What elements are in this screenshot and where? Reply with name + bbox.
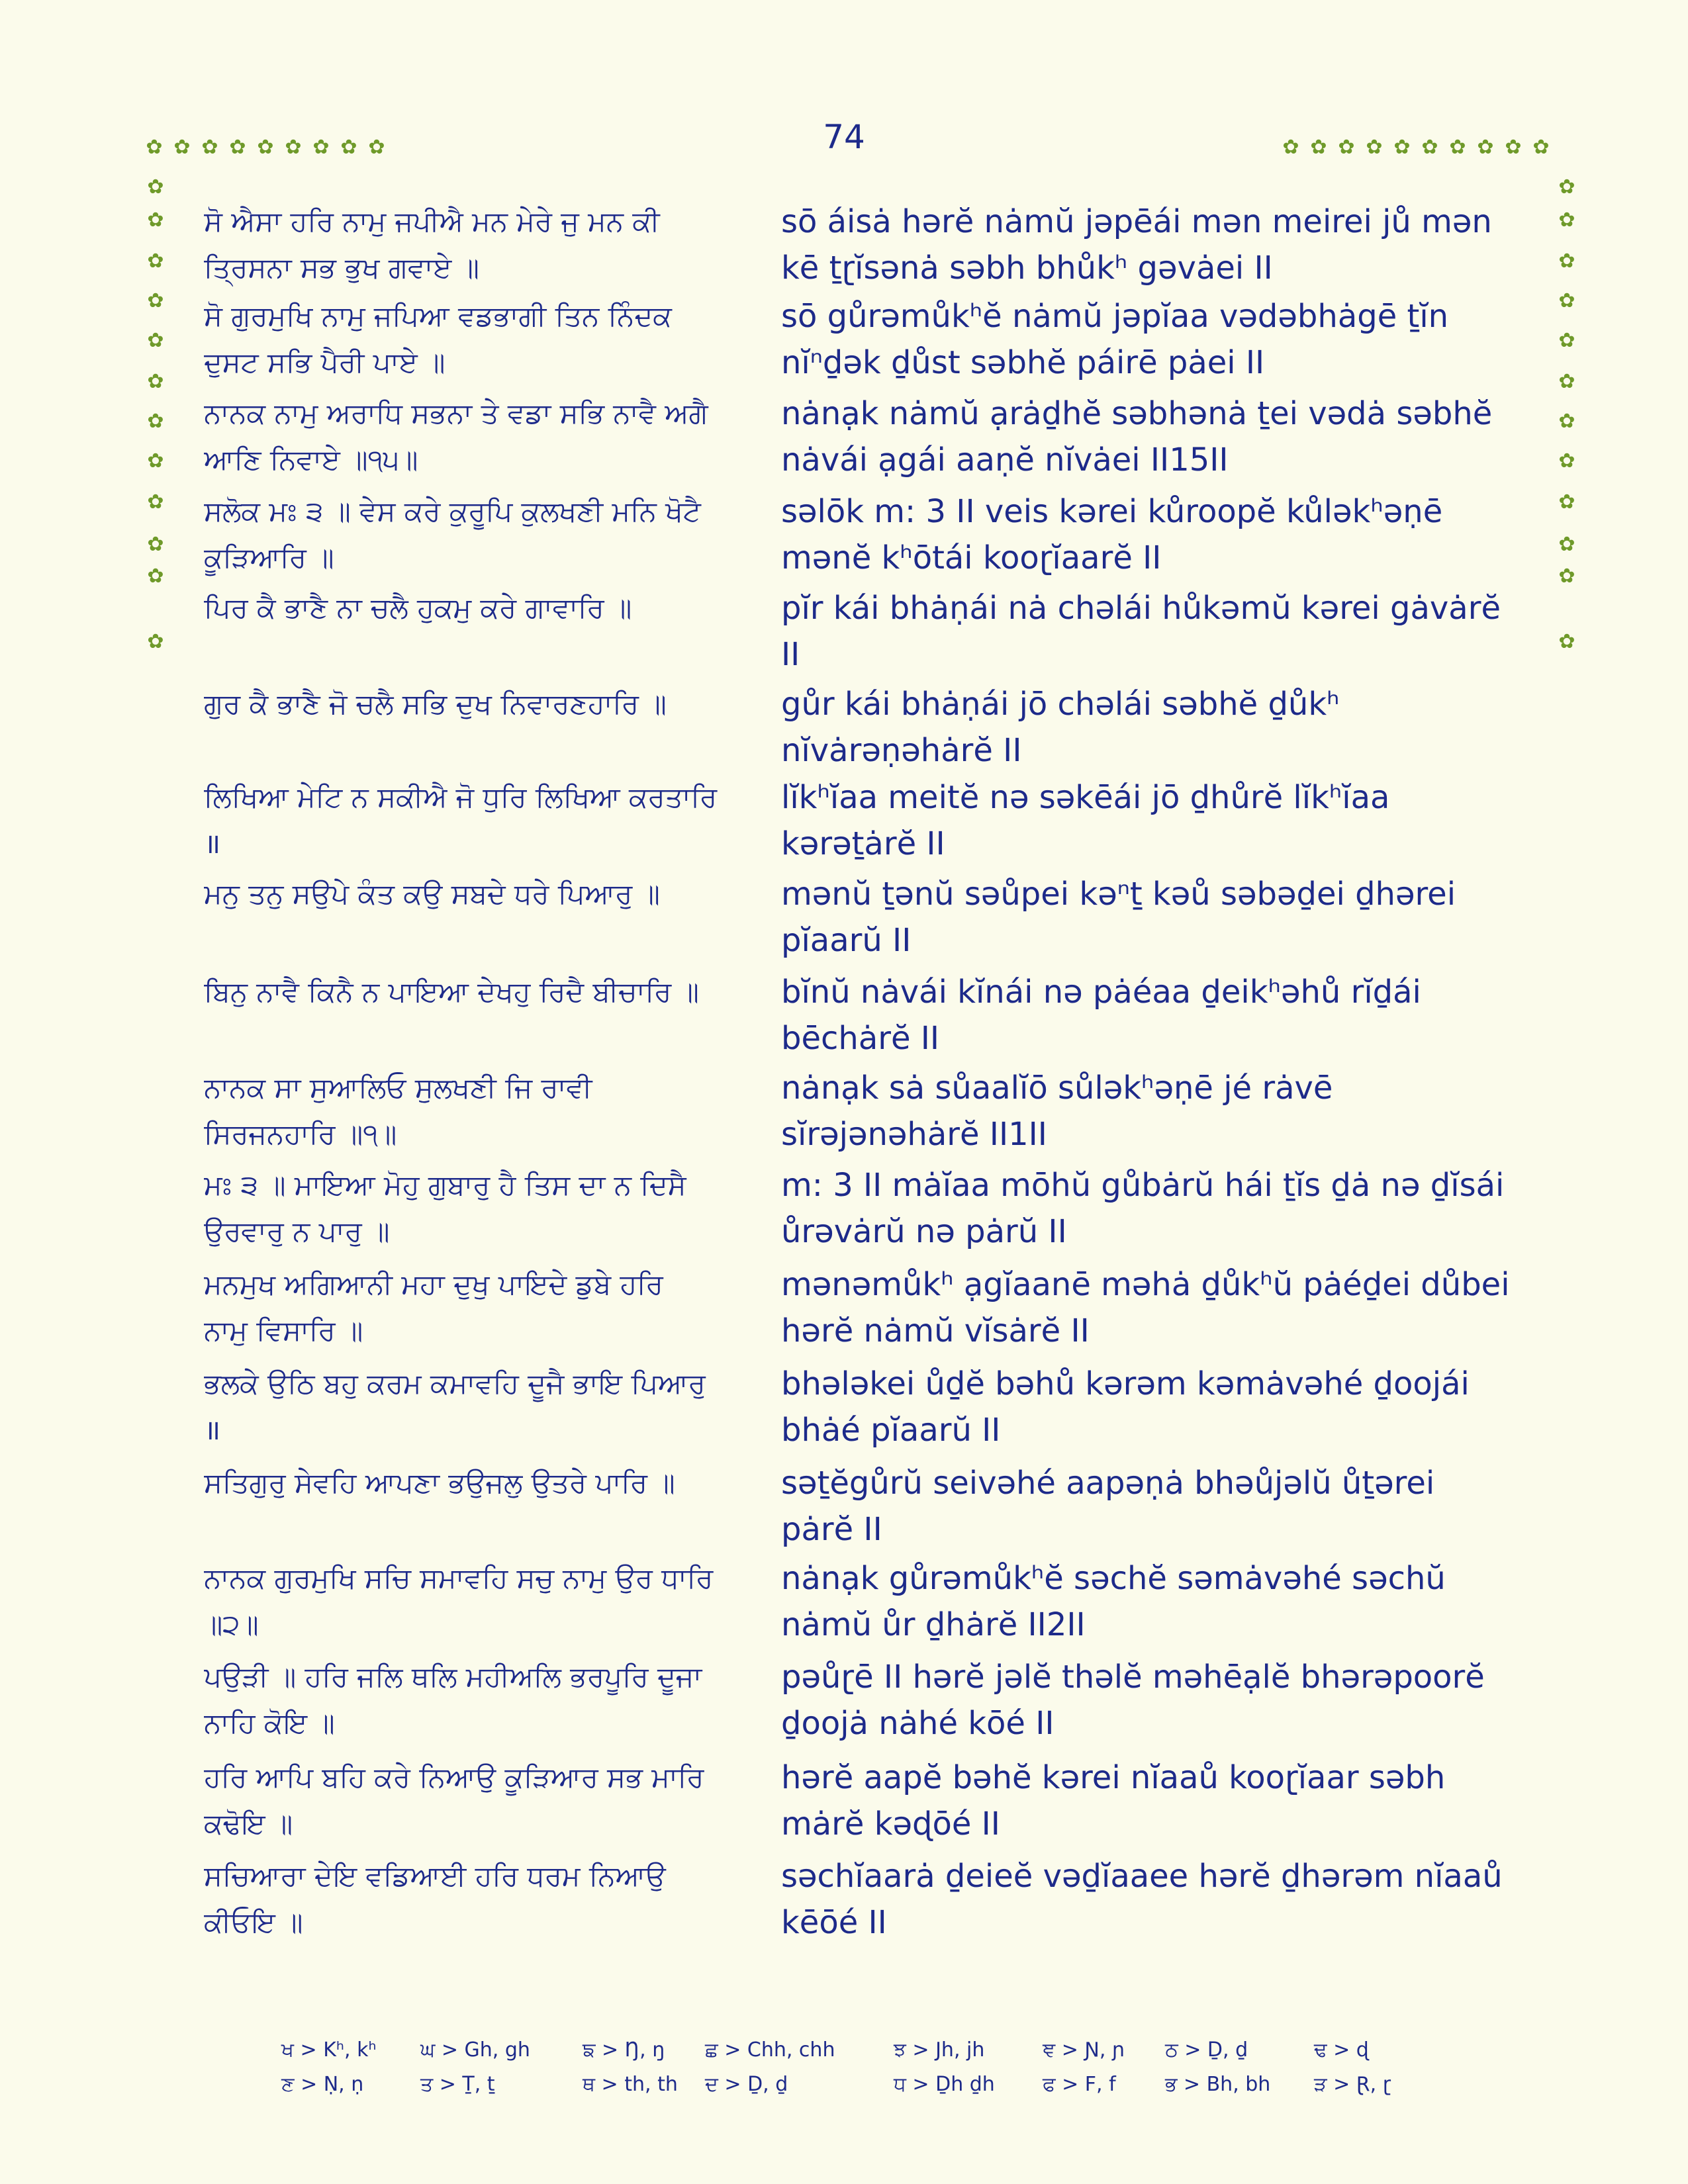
transliteration-line: sō gůrəmůkʰĕ nȧmŭ jəpĭaa vədəbhȧgē ṯĭn xyxy=(781,298,1449,335)
transliteration-line: bēchȧrĕ II xyxy=(781,1020,940,1057)
transliteration-line: nȧnạk sȧ sůaalĭō sůləkʰəṇē jé rȧvē xyxy=(781,1069,1333,1107)
transliteration-text xyxy=(781,585,1526,678)
gurmukhi-line: ਲਿਖਿਆ ਮੇਟਿ ਨ ਸਕੀਐ ਜੋ ਧੁਰਿ ਲਿਖਿਆ ਕਰਤਾਰਿ xyxy=(204,781,718,813)
transliteration-line: səṯĕgůrŭ seivəhé aapəṇȧ bhəůjəlŭ ůṯərei xyxy=(781,1465,1435,1502)
transliteration-line: hərĕ nȧmŭ vĭsȧrĕ II xyxy=(781,1312,1090,1349)
transliteration-line: II xyxy=(781,636,800,673)
gurmukhi-text xyxy=(204,488,753,581)
flower-icon: ✿ xyxy=(147,630,164,653)
legend-item: ਥ > th, th xyxy=(583,2073,678,2096)
flower-icon: ✿ xyxy=(1558,370,1575,393)
gurmukhi-line: ਕੀਓਇ ॥ xyxy=(204,1906,303,1938)
flower-icon: ✿ xyxy=(340,136,357,159)
gurmukhi-text xyxy=(204,390,753,483)
legend-item: ਢ > ɖ xyxy=(1314,2038,1369,2062)
gurmukhi-text xyxy=(204,1361,753,1453)
flower-icon: ✿ xyxy=(1558,250,1575,273)
transliteration-line: mənəmůkʰ ạgĭaanē məhȧ ḏůkʰŭ pȧéḏei důbei xyxy=(781,1266,1510,1303)
flower-icon: ✿ xyxy=(147,250,164,273)
flower-icon: ✿ xyxy=(1558,329,1575,352)
gurmukhi-line: ਨਾਮੁ ਵਿਸਾਰਿ ॥ xyxy=(204,1314,363,1347)
transliteration-line: pəůɽē II hərĕ jəlĕ thəlĕ məhēạlĕ bhərəpoorĕ xyxy=(781,1659,1485,1696)
gurmukhi-line: ਪਿਰ ਕੈ ਭਾਣੈ ਨਾ ਚਲੈ ਹੁਕਮੁ ਕਰੇ ਗਾਵਾਰਿ ॥ xyxy=(204,592,632,624)
gurmukhi-line: ਸਤਿਗੁਰੁ ਸੇਵਹਿ ਆਪਣਾ ਭਉਜਲੁ ਉਤਰੇ ਪਾਰਿ ॥ xyxy=(204,1467,675,1499)
transliteration-text xyxy=(781,293,1526,386)
transliteration-line: kərəṯȧrĕ II xyxy=(781,825,945,862)
flower-icon: ✿ xyxy=(285,136,302,159)
legend-item: ਦ > Ḏ, ḏ xyxy=(705,2073,788,2096)
transliteration-line: sĭrəjənəhȧrĕ II1II xyxy=(781,1116,1047,1153)
legend-item: ਤ > Ṯ, ṯ xyxy=(420,2073,495,2096)
gurmukhi-line: ਤ੍ਰਿਸਨਾ ਸਭ ਭੁਖ ਗਵਾਏ ॥ xyxy=(204,251,479,284)
flower-icon: ✿ xyxy=(147,533,164,556)
transliteration-line: ůrəvȧrŭ nə pȧrŭ II xyxy=(781,1213,1067,1250)
transliteration-line: hərĕ aapĕ bəhĕ kərei nĭaaů kooɽĭaar səbh xyxy=(781,1759,1446,1796)
gurmukhi-line: ਮਨੁ ਤਨੁ ਸਉਪੇ ਕੰਤ ਕਉ ਸਬਦੇ ਧਰੇ ਪਿਆਰੁ ॥ xyxy=(204,878,660,910)
flower-icon: ✿ xyxy=(147,370,164,393)
flower-icon: ✿ xyxy=(147,410,164,433)
transliteration-line: bhələkei ůḏĕ bəhů kərəm kəmȧvəhé ḏoojái xyxy=(781,1365,1470,1402)
flower-icon: ✿ xyxy=(229,136,246,159)
flower-icon: ✿ xyxy=(1393,136,1411,159)
transliteration-line: mənŭ ṯənŭ səůpei kəⁿṯ kəů səbəḏei ḏhərei xyxy=(781,876,1456,913)
gurmukhi-text xyxy=(204,1754,753,1847)
gurmukhi-text xyxy=(204,199,753,291)
gurmukhi-line: ਸੋ ਐਸਾ ਹਰਿ ਨਾਮੁ ਜਪੀਐ ਮਨ ਮੇਰੇ ਜੁ ਮਨ ਕੀ xyxy=(204,205,660,238)
legend-item: ਠ > Ḏ, ḏ xyxy=(1165,2038,1248,2062)
transliteration-text xyxy=(781,774,1526,867)
flower-icon: ✿ xyxy=(146,136,163,159)
flower-icon: ✿ xyxy=(147,565,164,588)
gurmukhi-line: ਨਾਨਕ ਗੁਰਮੁਖਿ ਸਚਿ ਸਮਾਵਹਿ ਸਚੁ ਨਾਮੁ ਉਰ ਧਾਰਿ xyxy=(204,1562,714,1594)
gurmukhi-text xyxy=(204,774,753,867)
transliteration-line: nĭvȧrəṇəhȧrĕ II xyxy=(781,732,1022,769)
transliteration-line: nȧmŭ ůr ḏhȧrĕ II2II xyxy=(781,1606,1086,1643)
transliteration-line: nȧnạk nȧmŭ ạrȧḏhĕ səbhənȧ ṯei vədȧ səbhĕ xyxy=(781,395,1493,432)
gurmukhi-line: ॥੨॥ xyxy=(204,1608,259,1641)
gurmukhi-text xyxy=(204,969,753,1015)
legend-item: ਖ > Kʰ, kʰ xyxy=(281,2038,377,2062)
gurmukhi-text xyxy=(204,871,753,917)
flower-icon: ✿ xyxy=(1558,175,1575,199)
gurmukhi-line: ਮਨਮੁਖ ਅਗਿਆਨੀ ਮਹਾ ਦੁਖੁ ਪਾਇਦੇ ਡੁਬੇ ਹਰਿ xyxy=(204,1268,663,1300)
flower-icon: ✿ xyxy=(1558,630,1575,653)
flower-icon: ✿ xyxy=(1505,136,1522,159)
gurmukhi-text xyxy=(204,1261,753,1354)
transliteration-line: nȧvái ạgái aaṇĕ nĭvȧei II15II xyxy=(781,441,1229,478)
transliteration-text xyxy=(781,1853,1526,1946)
flower-icon: ✿ xyxy=(1558,289,1575,312)
transliteration-text xyxy=(781,1555,1526,1648)
gurmukhi-text xyxy=(204,293,753,386)
transliteration-line: pĭr kái bhȧṇái nȧ chəlái hůkəmŭ kərei gȧvȧrĕ xyxy=(781,590,1501,627)
transliteration-line: bĭnŭ nȧvái kĭnái nə pȧéaa ḏeikʰəhů rĭḏái xyxy=(781,974,1421,1011)
flower-icon: ✿ xyxy=(1282,136,1299,159)
gurmukhi-line: ॥ xyxy=(204,827,221,860)
gurmukhi-line: ਨਾਨਕ ਨਾਮੁ ਅਰਾਧਿ ਸਭਨਾ ਤੇ ਵਡਾ ਸਭਿ ਨਾਵੈ ਅਗੈ xyxy=(204,397,708,430)
flower-icon: ✿ xyxy=(1532,136,1550,159)
flower-icon: ✿ xyxy=(1421,136,1438,159)
flower-icon: ✿ xyxy=(1558,410,1575,433)
legend-item: ਣ > Ṇ, ṇ xyxy=(281,2073,364,2096)
gurmukhi-line: ਮਃ ੩ ॥ ਮਾਇਆ ਮੋਹੁ ਗੁਬਾਰੁ ਹੈ ਤਿਸ ਦਾ ਨ ਦਿਸੈ xyxy=(204,1169,686,1201)
flower-icon: ✿ xyxy=(1310,136,1327,159)
legend-item: ਛ > Chh, chh xyxy=(705,2038,835,2062)
gurmukhi-text xyxy=(204,1162,753,1255)
transliteration-line: nĭⁿḏək ḏůst səbhĕ páirē pȧei II xyxy=(781,344,1265,381)
gurmukhi-line: ਸੋ ਗੁਰਮੁਖਿ ਨਾਮੁ ਜਪਿਆ ਵਡਭਾਗੀ ਤਿਨ ਨਿੰਦਕ xyxy=(204,300,672,332)
flower-icon: ✿ xyxy=(1558,449,1575,473)
flower-icon: ✿ xyxy=(147,289,164,312)
transliteration-line: mənĕ kʰōtái kooɽĭaarĕ II xyxy=(781,539,1162,576)
transliteration-line: m꞉ 3 II mȧĭaa mōhŭ gůbȧrŭ hái ṯĭs ḏȧ nə ḏĭsái xyxy=(781,1167,1505,1204)
gurmukhi-line: ਗੁਰ ਕੈ ਭਾਣੈ ਜੋ ਚਲੈ ਸਭਿ ਦੁਖ ਨਿਵਾਰਣਹਾਰਿ ॥ xyxy=(204,688,667,720)
gurmukhi-text xyxy=(204,585,753,631)
flower-icon: ✿ xyxy=(257,136,274,159)
transliteration-text xyxy=(781,681,1526,774)
gurmukhi-text xyxy=(204,1654,753,1747)
flower-icon: ✿ xyxy=(1558,490,1575,514)
gurmukhi-line: ਦੁਸਟ ਸਭਿ ਪੈਰੀ ਪਾਏ ॥ xyxy=(204,346,445,379)
transliteration-text xyxy=(781,1460,1526,1553)
gurmukhi-text xyxy=(204,1555,753,1648)
gurmukhi-line: ਭਲਕੇ ਉਠਿ ਬਹੁ ਕਰਮ ਕਮਾਵਹਿ ਦੂਜੈ ਭਾਇ ਪਿਆਰੁ xyxy=(204,1367,706,1400)
gurmukhi-line: ਸਚਿਆਰਾ ਦੇਇ ਵਡਿਆਈ ਹਰਿ ਧਰਮ ਨਿਆਉ xyxy=(204,1860,666,1892)
transliteration-line: kē ṯɽĭsənȧ səbh bhůkʰ gəvȧei II xyxy=(781,250,1273,287)
transliteration-text xyxy=(781,969,1526,1062)
flower-icon: ✿ xyxy=(147,490,164,514)
transliteration-line: kēōé II xyxy=(781,1904,887,1941)
legend-item: ਞ > Ɲ, ɲ xyxy=(1043,2038,1125,2062)
transliteration-text xyxy=(781,390,1526,483)
transliteration-text xyxy=(781,1162,1526,1255)
flower-icon: ✿ xyxy=(147,329,164,352)
flower-icon: ✿ xyxy=(368,136,385,159)
transliteration-text xyxy=(781,1361,1526,1453)
transliteration-line: nȧnạk gůrəmůkʰĕ səchĕ səmȧvəhé səchŭ xyxy=(781,1560,1446,1597)
gurmukhi-text xyxy=(204,681,753,727)
gurmukhi-line: ਪਉੜੀ ॥ ਹਰਿ ਜਲਿ ਥਲਿ ਮਹੀਅਲਿ ਭਰਪੂਰਿ ਦੂਜਾ xyxy=(204,1661,702,1693)
transliteration-line: səchĭaarȧ ḏeieĕ vəḏĭaaee hərĕ ḏhərəm nĭaaů xyxy=(781,1858,1503,1895)
gurmukhi-line: ਨਾਹਿ ਕੋਇ ॥ xyxy=(204,1707,335,1739)
flower-icon: ✿ xyxy=(1558,208,1575,232)
gurmukhi-line: ਕਢੋਇ ॥ xyxy=(204,1807,293,1840)
flower-icon: ✿ xyxy=(201,136,218,159)
flower-icon: ✿ xyxy=(1338,136,1355,159)
gurmukhi-text xyxy=(204,1853,753,1946)
legend-item: ਭ > Bh, bh xyxy=(1165,2073,1271,2096)
flower-icon: ✿ xyxy=(147,208,164,232)
flower-icon: ✿ xyxy=(1558,533,1575,556)
legend-item: ਝ > Jh, jh xyxy=(894,2038,985,2062)
flower-icon: ✿ xyxy=(173,136,191,159)
gurmukhi-line: ॥ xyxy=(204,1414,221,1446)
flower-icon: ✿ xyxy=(147,175,164,199)
transliteration-line: səlōk m꞉ 3 II veis kərei kůroopĕ kůləkʰəṇē xyxy=(781,493,1443,530)
flower-icon: ✿ xyxy=(312,136,330,159)
transliteration-text xyxy=(781,1654,1526,1747)
transliteration-line: pȧrĕ II xyxy=(781,1511,882,1548)
transliteration-line: ḏoojȧ nȧhé kōé II xyxy=(781,1705,1055,1742)
transliteration-text xyxy=(781,1754,1526,1847)
transliteration-text xyxy=(781,1065,1526,1158)
transliteration-text xyxy=(781,1261,1526,1354)
flower-icon: ✿ xyxy=(1449,136,1466,159)
transliteration-line: mȧrĕ kəɖōé II xyxy=(781,1805,1000,1843)
transliteration-line: bhȧé pĭaarŭ II xyxy=(781,1412,1001,1449)
legend-item: ਙ > Ŋ, ŋ xyxy=(583,2038,665,2062)
gurmukhi-line: ਉਰਵਾਰੁ ਨ ਪਾਰੁ ॥ xyxy=(204,1215,390,1248)
gurmukhi-line: ਬਿਨੁ ਨਾਵੈ ਕਿਨੈ ਨ ਪਾਇਆ ਦੇਖਹੁ ਰਿਦੈ ਬੀਚਾਰਿ ॥ xyxy=(204,976,699,1008)
transliteration-text xyxy=(781,488,1526,581)
flower-icon: ✿ xyxy=(1558,565,1575,588)
gurmukhi-text xyxy=(204,1460,753,1506)
legend-item: ਧ > Ḏh ḏh xyxy=(894,2073,995,2096)
gurmukhi-line: ਆਣਿ ਨਿਵਾਏ ॥੧੫॥ xyxy=(204,443,418,476)
transliteration-line: pĭaarŭ II xyxy=(781,922,912,959)
page-number: 74 xyxy=(823,118,865,156)
flower-icon: ✿ xyxy=(1477,136,1494,159)
legend-item: ੜ > Ɽ, ɽ xyxy=(1314,2073,1391,2096)
transliteration-line: lĭkʰĭaa meitĕ nə səkēái jō ḏhůrĕ lĭkʰĭaa xyxy=(781,779,1390,816)
transliteration-text xyxy=(781,871,1526,964)
gurmukhi-line: ਕੂੜਿਆਰਿ ॥ xyxy=(204,541,334,574)
transliteration-line: gůr kái bhȧṇái jō chəlái səbhĕ ḏůkʰ xyxy=(781,686,1340,723)
gurmukhi-line: ਸਲੋਕ ਮਃ ੩ ॥ ਵੇਸ ਕਰੇ ਕੁਰੂਪਿ ਕੁਲਖਣੀ ਮਨਿ ਖੋਟੈ xyxy=(204,495,701,527)
gurmukhi-text xyxy=(204,1065,753,1158)
legend-item: ਘ > Gh, gh xyxy=(420,2038,530,2062)
gurmukhi-line: ਨਾਨਕ ਸਾ ਸੁਆਲਿਓ ਸੁਲਖਣੀ ਜਿ ਰਾਵੀ xyxy=(204,1071,592,1104)
flower-icon: ✿ xyxy=(1366,136,1383,159)
gurmukhi-line: ਸਿਰਜਨਹਾਰਿ ॥੧॥ xyxy=(204,1118,397,1150)
transliteration-line: sō áisȧ hərĕ nȧmŭ jəpēái mən meirei jů mən xyxy=(781,203,1492,240)
flower-icon: ✿ xyxy=(147,449,164,473)
transliteration-text xyxy=(781,199,1526,291)
legend-item: ਫ > F, f xyxy=(1043,2073,1116,2096)
gurmukhi-line: ਹਰਿ ਆਪਿ ਬਹਿ ਕਰੇ ਨਿਆਉ ਕੂੜਿਆਰ ਸਭ ਮਾਰਿ xyxy=(204,1761,704,1794)
